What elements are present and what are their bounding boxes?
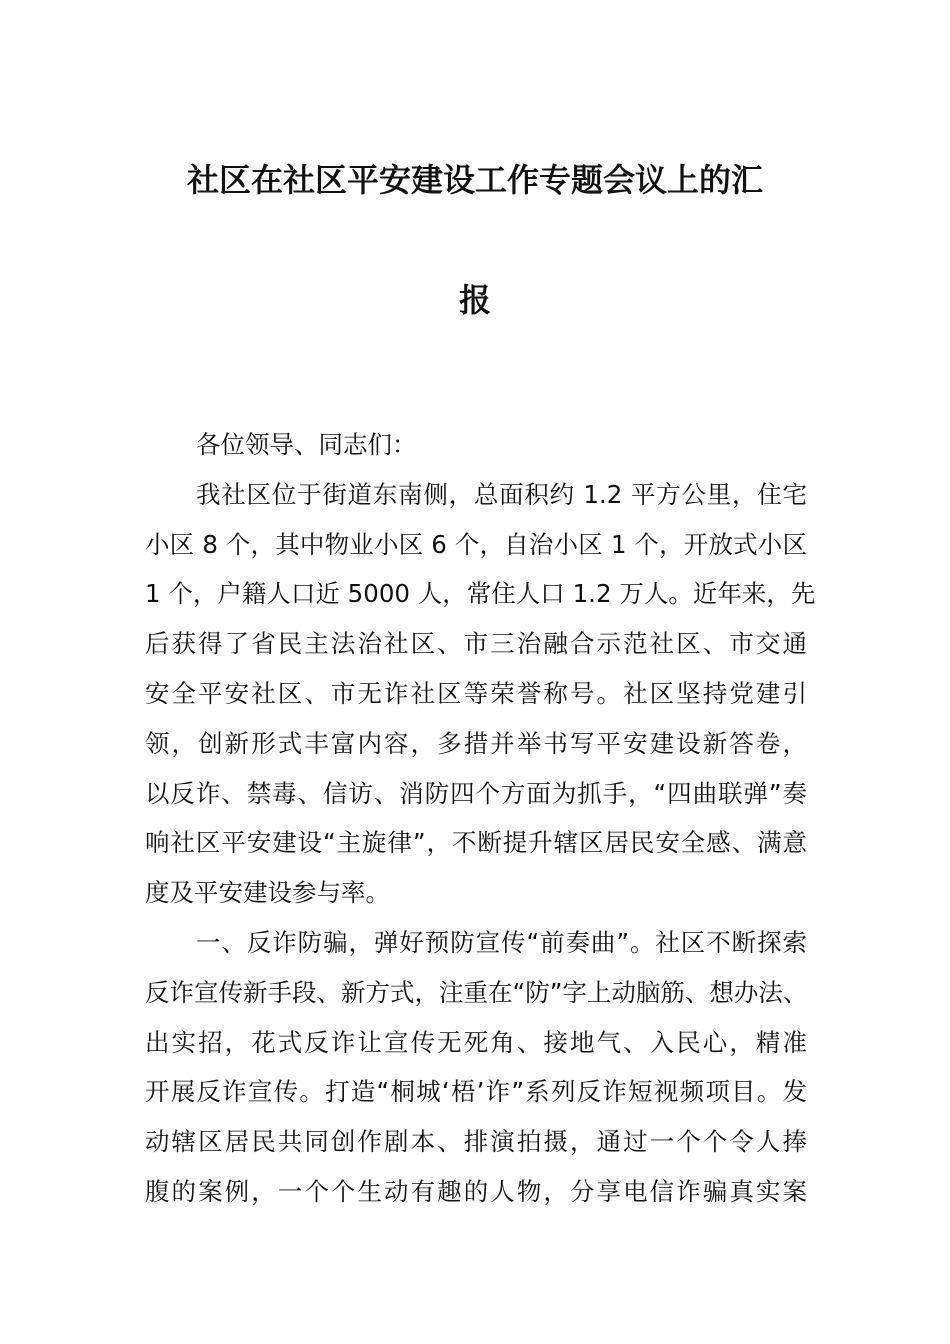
- document-title-line-1: 社区在社区平安建设工作专题会议上的汇: [186, 161, 763, 199]
- paragraph-2-line-3: 出实招，花式反诈让宣传无死角、接地气、入民心，精准: [145, 1027, 807, 1057]
- document-body: [145, 420, 816, 1217]
- salutation: 各位领导、同志们：: [196, 430, 417, 459]
- paragraph-1-line-9: 度及平安建设参与率。: [145, 878, 390, 908]
- document-title-line-2: 报: [458, 281, 491, 319]
- paragraph-1-line-7: 以反诈、禁毒、信访、消防四个方面为抓手，“四曲联弹”奏: [145, 778, 807, 808]
- paragraph-2-line-6: 腹的案例，一个个生动有趣的人物，分享电信诈骗真实案: [145, 1176, 807, 1206]
- paragraph-2-line-2: 反诈宣传新手段、新方式，注重在“防”字上动脑筋、想办法、: [145, 977, 808, 1007]
- paragraph-2-line-5: 动辖区居民共同创作剧本、排演拍摄，通过一个个令人捧: [145, 1127, 807, 1157]
- paragraph-1-line-8: 响社区平安建设“主旋律”，不断提升辖区居民安全感、满意: [145, 828, 807, 858]
- paragraph-2-line-4: 开展反诈宣传。打造“桐城‘梧’诈”系列反诈短视频项目。发: [145, 1077, 807, 1107]
- paragraph-1-line-1: 我社区位于街道东南侧，总面积约 1.2 平方公里，住宅: [196, 479, 807, 509]
- paragraph-2-line-1: 一、反诈防骗，弹好预防宣传“前奏曲”。社区不断探索: [196, 927, 807, 957]
- paragraph-1-line-6: 领，创新形式丰富内容，多措并举书写平安建设新答卷，: [145, 728, 807, 758]
- paragraph-1-line-2: 小区 8 个，其中物业小区 6 个，自治小区 1 个，开放式小区: [145, 529, 807, 559]
- paragraph-1-line-4: 后获得了省民主法治社区、市三治融合示范社区、市交通: [145, 629, 807, 659]
- paragraph-1-line-5: 安全平安社区、市无诈社区等荣誉称号。社区坚持党建引: [145, 678, 807, 708]
- paragraph-1-line-3: 1 个，户籍人口近 5000 人，常住人口 1.2 万人。近年来，先: [145, 579, 816, 609]
